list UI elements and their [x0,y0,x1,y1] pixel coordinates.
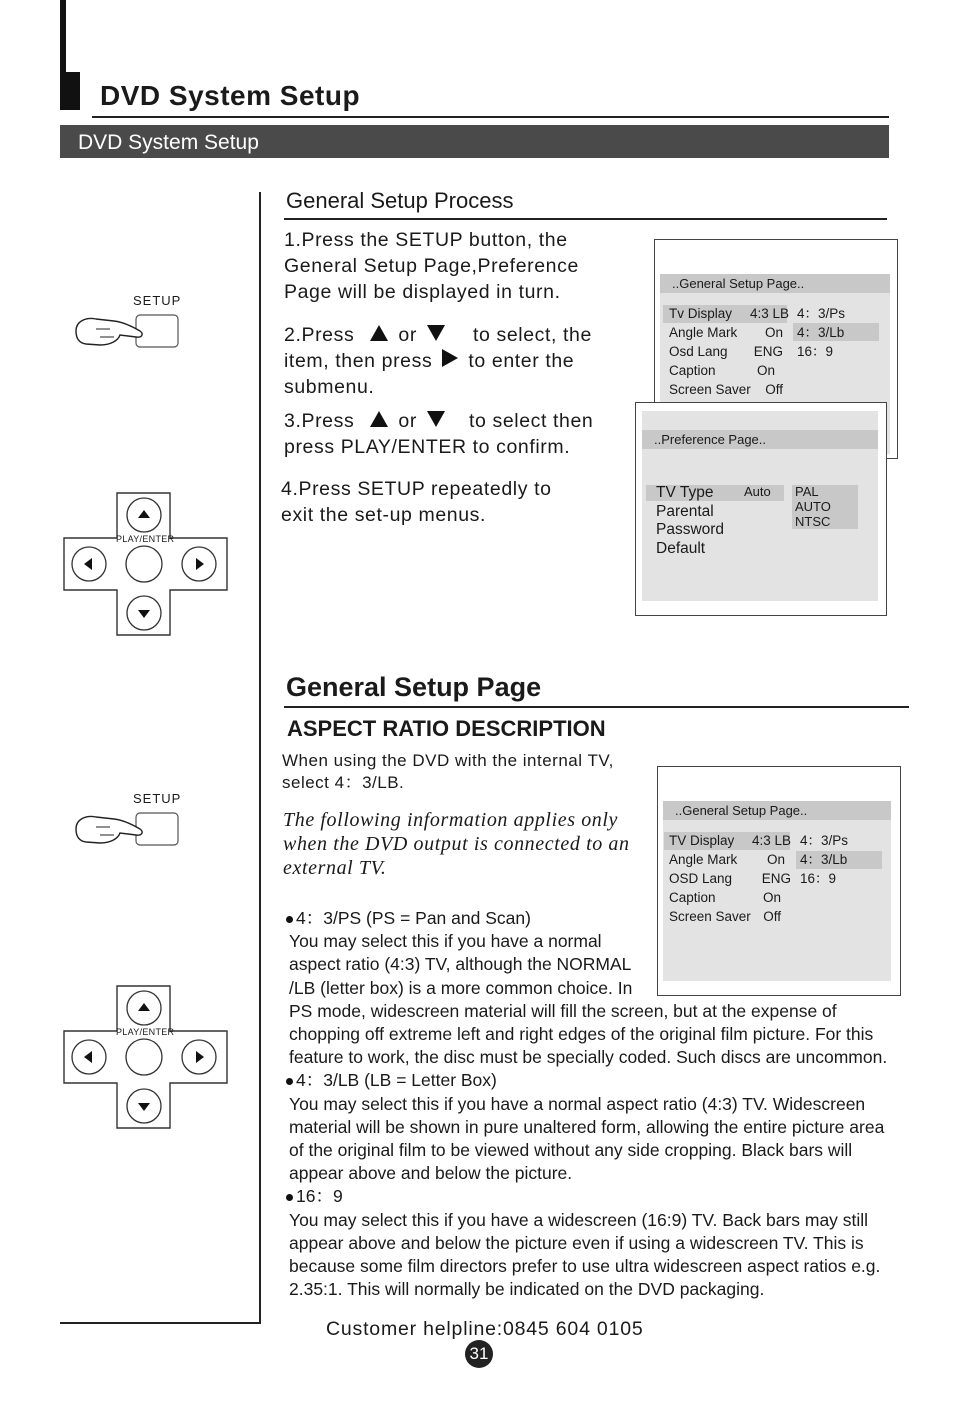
bullet-icon [286,916,293,923]
menu-row: Tv Display 4:3 LB Angle Mark On Osd Lang ENG Caption On Screen Saver Off [669,306,789,397]
screen-title: ..General Setup Page.. [663,801,891,820]
play-enter-label: PLAY/ENTER [116,534,175,544]
option-list: 4：3/Ps 4：3/Lb 16：9 [800,833,849,886]
bullet-icon [286,1194,293,1201]
up-arrow-icon [370,325,388,341]
italic-note: The following information applies only when the DVD output is connected to an external TV. [283,809,630,879]
step-1: 1.Press the SETUP button, the General Setup Page,Preference Page will be displayed in turn. [284,229,579,303]
option-list: PAL AUTO NTSC [795,484,831,529]
right-arrow-icon [442,349,458,367]
setup-label: SETUP [133,791,182,806]
general-rule [284,706,909,708]
up-arrow-icon [370,411,388,427]
menu-row: TV Display 4:3 LB Angle Mark On OSD Lang ENG Caption On Screen Saver Off [669,833,791,924]
setup-button-illustration-2 [70,791,190,851]
step-3: 3.Press or to select then press PLAY/ENTER to confirm. [284,410,594,458]
hand-pointer-icon [70,807,185,852]
step-4: 4.Press SETUP repeatedly to exit the set-up menus. [281,478,552,526]
dpad-icon [63,492,229,637]
process-rule [284,218,887,220]
aspect-body: 4：3/PS (PS = Pan and Scan) You may select this if you have a normal aspect ratio (4:3) TV, although the NORMAL /LB (letter box) is a more common choice. In PS mode, widescreen material will fill the screen, but at the expense of chopping off extreme left and right edges of the original film picture. For this feature to work, the disc must be specially coded. Such discs are uncommon. 4：3/LB (LB = Letter Box) You may select this if you have a normal aspect ratio (4:3) TV. Widescreen material will be shown in pure unaltered form, allowing the entire picture area of the original film to be viewed without any side cropping. Black bars will appear above and below the picture. 16：9 You may select this if you have a widescreen (16:9) TV. Back bars may still appear above and below the picture even if using a widescreen TV. This is because some film directors prefer to use ultra widescreen aspect ratios e.g. 2.35:1. This will normally be indicated on the DVD packaging. [286,907,941,1301]
hand-pointer-icon [70,309,185,354]
title-rule [92,116,889,118]
page-title: DVD System Setup [100,80,361,111]
header-block [60,72,80,110]
process-heading: General Setup Process [286,188,514,213]
dpad-icon [63,985,229,1130]
down-arrow-icon [427,411,445,427]
setup-label: SETUP [133,293,182,308]
screen-title: ..Preference Page.. [642,430,878,449]
aspect-heading: ASPECT RATIO DESCRIPTION [287,716,606,741]
bottom-rule [60,1322,261,1324]
customer-helpline: Customer helpline:0845 604 0105 [326,1318,644,1340]
dpad-illustration [63,492,229,637]
play-enter-label: PLAY/ENTER [116,1027,175,1037]
screen-title: ..General Setup Page.. [660,274,890,293]
step-2: 2.Press or to select, the item, then press to enter the submenu. [284,324,592,398]
down-arrow-icon [427,325,445,341]
section-band: DVD System Setup [60,125,889,158]
dpad-illustration-2 [63,985,229,1130]
vertical-divider [259,192,261,1324]
page-number: 31 [465,1340,493,1368]
list-item: 4：3/PS (PS = Pan and Scan) [286,907,941,930]
list-item: 16：9 [286,1185,941,1208]
bullet-icon [286,1078,293,1085]
option-list: 4：3/Ps 4：3/Lb 16：9 [797,306,846,359]
setup-button-illustration [70,293,190,353]
preference-menu: TV Type Parental Password Default [656,484,725,557]
intro-text: When using the DVD with the internal TV, select 4：3/LB. [282,751,614,792]
general-heading: General Setup Page [286,672,542,702]
preference-screen: ..Preference Page.. TV Type Parental Password Default Auto PAL AUTO NTSC [635,402,887,616]
list-item: 4：3/LB (LB = Letter Box) [286,1069,941,1092]
